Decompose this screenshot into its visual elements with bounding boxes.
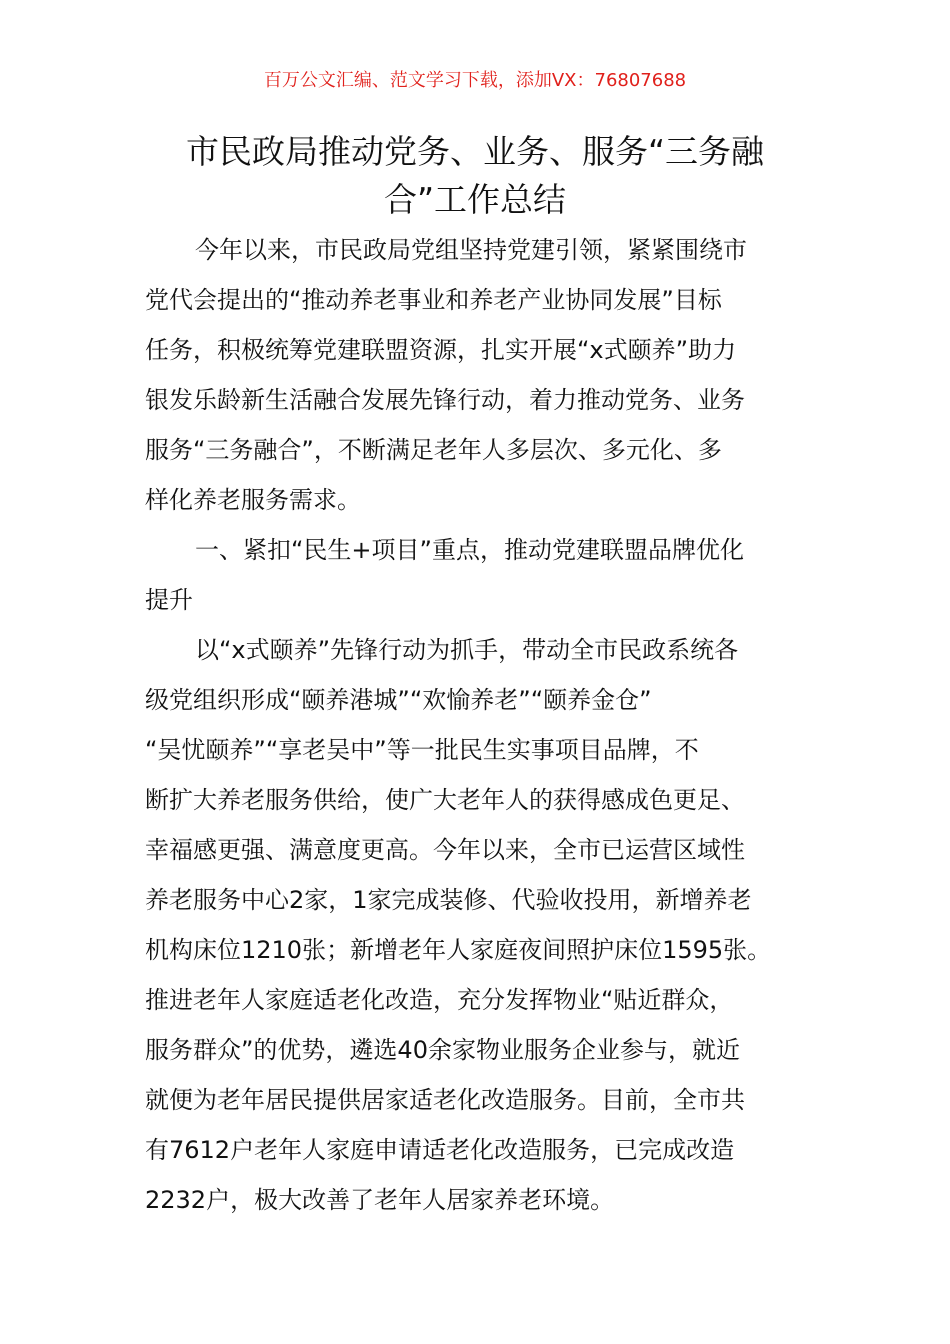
paragraph-line: “吴忧颐养”“享老吴中”等一批民生实事项目品牌，不 <box>145 736 699 764</box>
paragraph-line: 任务，积极统筹党建联盟资源，扎实开展“x式颐养”助力 <box>145 336 737 364</box>
title-line-1: 市民政局推动党务、业务、服务“三务融 <box>185 132 765 171</box>
paragraph-line: 机构床位1210张；新增老年人家庭夜间照护床位1595张。 <box>145 936 772 964</box>
paragraph-line: 就便为老年居民提供居家适老化改造服务。目前，全市共 <box>145 1086 745 1114</box>
paragraph-line: 断扩大养老服务供给，使广大老年人的获得感成色更足、 <box>145 786 745 814</box>
paragraph-line: 以“x式颐养”先锋行动为抓手，带动全市民政系统各 <box>195 636 739 664</box>
title-line-2: 合”工作总结 <box>383 180 567 219</box>
document-title <box>145 128 805 224</box>
paragraph-line: 有7612户老年人家庭申请适老化改造服务，已完成改造 <box>145 1136 735 1164</box>
paragraph-line: 级党组织形成“颐养港城”“欢愉养老”“颐养金仓” <box>145 686 652 714</box>
section-heading-line: 一、紧扣“民生+项目”重点，推动党建联盟品牌优化 <box>195 536 744 564</box>
paragraph-line: 今年以来，市民政局党组坚持党建引领，紧紧围绕市 <box>195 236 747 264</box>
header-watermark-note: 百万公文汇编、范文学习下载，添加VX：76807688 <box>263 70 687 91</box>
paragraph-line: 银发乐龄新生活融合发展先锋行动，着力推动党务、业务 <box>145 386 745 414</box>
section-heading-line: 提升 <box>145 586 193 614</box>
paragraph-line: 幸福感更强、满意度更高。今年以来，全市已运营区域性 <box>145 836 745 864</box>
paragraph-line: 养老服务中心2家，1家完成装修、代验收投用，新增养老 <box>145 886 752 914</box>
paragraph-line: 样化养老服务需求。 <box>145 486 361 514</box>
paragraph-line: 党代会提出的“推动养老事业和养老产业协同发展”目标 <box>145 286 722 314</box>
paragraph-line: 服务“三务融合”，不断满足老年人多层次、多元化、多 <box>145 436 722 464</box>
paragraph-line: 推进老年人家庭适老化改造，充分发挥物业“贴近群众， <box>145 986 734 1014</box>
paragraph-line: 服务群众”的优势，遴选40余家物业服务企业参与，就近 <box>145 1036 740 1064</box>
paragraph-line: 2232户，极大改善了老年人居家养老环境。 <box>145 1186 615 1214</box>
